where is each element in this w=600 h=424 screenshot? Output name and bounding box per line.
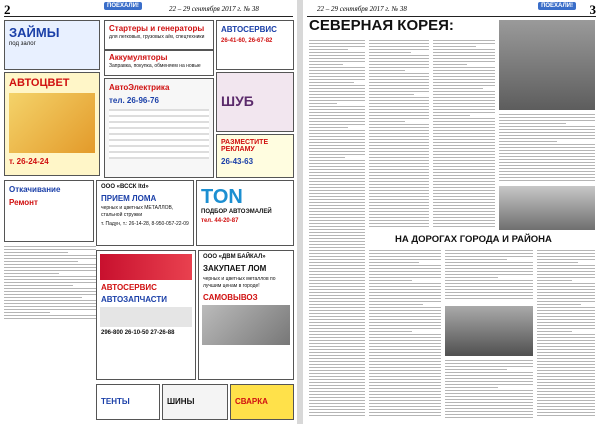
ad-startery: [104, 20, 214, 50]
text-col-5: [369, 250, 441, 420]
ad-reklama-phone: 26-43-63: [221, 157, 254, 166]
issue-date: 22 – 29 сентября 2017 г. № 38: [169, 5, 259, 13]
ad-samovyvoz: САМОВЫВОЗ: [203, 293, 258, 302]
ad-otkachivanie: [4, 180, 94, 242]
headline-second: НА ДОРОГАХ ГОРОДА И РАЙОНА: [395, 234, 552, 245]
ad-car-logos: [100, 307, 192, 327]
ad-avtozapchasti-title: АВТОЗАПЧАСТИ: [101, 295, 168, 304]
ad-dvm-name: ООО «ДВМ БАЙКАЛ»: [203, 254, 266, 260]
ad-zakupaet-sub: черных и цветных металлов по лучшим ценам в городе!: [203, 276, 276, 289]
ad-phone-a: 296-800: [101, 330, 124, 336]
text-col-3: [433, 40, 495, 230]
ad-reklama: [216, 134, 294, 178]
text-col-8: [537, 250, 595, 420]
ad-remont-title: Ремонт: [9, 198, 38, 207]
left-page: [0, 0, 297, 424]
text-col-2: [369, 40, 429, 230]
ad-vssk: [96, 180, 194, 246]
ad-tenty-title: ТЕНТЫ: [101, 397, 130, 406]
right-page: [303, 0, 600, 424]
issue-date-right: 22 – 29 сентября 2017 г. № 38: [317, 5, 407, 13]
ad-reklama-title: РАЗМЕСТИТЕ РЕКЛАМУ: [221, 139, 269, 153]
ad-shiny: [162, 384, 228, 420]
page-number-right: 3: [589, 2, 596, 17]
ad-akkum-title: Аккумуляторы: [109, 53, 168, 62]
ad-avtotsvet-phone: т. 26-24-24: [9, 157, 49, 166]
text-col-6: [445, 250, 533, 302]
ad-avtoelectrika-phone: тел. 26-96-76: [109, 96, 159, 105]
ad-metals: черных и цветных МЕТАЛЛОВ, стальной стружки: [101, 205, 174, 218]
ad-zakupaet-lom: ЗАКУПАЕТ ЛОМ: [203, 264, 267, 273]
ad-ton-phone: тел. 44-20-87: [201, 218, 239, 224]
ad-avtotsvet-image: [9, 93, 95, 153]
ad-ton: [196, 180, 294, 246]
ad-autoservice-title: АВТОСЕРВИС: [221, 25, 277, 34]
left-header: [4, 2, 293, 17]
brand-logo: ПОЕХАЛИ!: [104, 2, 142, 10]
ad-avtotsvet-title: АВТОЦВЕТ: [9, 77, 70, 89]
ad-autoservice: [216, 20, 294, 70]
brand-logo-right: ПОЕХАЛИ!: [538, 2, 576, 10]
ad-shub-title: ШУБ: [221, 93, 254, 109]
right-header: [307, 2, 596, 17]
text-col-1: [309, 40, 365, 418]
ad-avtoelectrika-list: [109, 109, 209, 159]
ad-priem-loma: ПРИЕМ ЛОМА: [101, 194, 157, 203]
ad-dvm: [198, 250, 294, 380]
ad-avtoelectrika: [104, 78, 214, 178]
ad-phone-c: 27-26-88: [150, 330, 175, 336]
ad-ton-sub: ПОДБОР АВТОЭМАЛЕЙ: [201, 209, 272, 215]
headline-main: СЕВЕРНАЯ КОРЕЯ:: [309, 17, 454, 34]
ad-phone-b: 26-10-50: [124, 330, 149, 336]
ad-startery-title: Стартеры и генераторы: [109, 24, 205, 33]
ad-akkum-sub: Заправка, покупка, обменяем на новые: [109, 63, 201, 69]
ad-avtoservis2-title: АВТОСЕРВИС: [101, 283, 157, 292]
ad-vssk-phone: т. Падун, т.: 26-14-28, 8-950-057-22-09: [101, 221, 189, 227]
ad-shub: [216, 72, 294, 132]
ad-tenty: [96, 384, 160, 420]
ad-vssk-name: ООО «ВССК ltd»: [101, 184, 149, 190]
ad-startery-sub: для легковых, грузовых а/м, спецтехники: [109, 34, 205, 40]
photo-car-crash: [445, 306, 533, 356]
ad-zaimy-sub: под залог: [9, 41, 36, 47]
ad-zaimy-title: ЗАЙМЫ: [9, 25, 60, 40]
text-col-4: [499, 114, 595, 184]
text-col-7: [445, 360, 533, 420]
photo-building: [499, 20, 595, 110]
ad-autoservice-phone: 26-41-60, 26-67-82: [221, 38, 273, 44]
ad-shiny-title: ШИНЫ: [167, 397, 195, 406]
ad-svarka-title: СВАРКА: [235, 397, 268, 406]
ad-ton-logo: TON: [201, 186, 243, 208]
ad-avtoservis2: [96, 250, 196, 380]
photo-boat: [499, 186, 595, 230]
ad-avtotsvet: [4, 72, 100, 176]
ad-avtoelectrika-title: АвтоЭлектрика: [109, 83, 170, 92]
ad-dvm-image: [202, 305, 290, 345]
ad-avtoservis2-image: [100, 254, 192, 280]
left-small-text-column: [4, 246, 96, 416]
ad-akkum: [104, 50, 214, 76]
ad-svarka: [230, 384, 294, 420]
ad-zaimy: [4, 20, 100, 70]
page-number: 2: [4, 2, 11, 17]
ad-otkachivanie-title: Откачивание: [9, 185, 61, 194]
